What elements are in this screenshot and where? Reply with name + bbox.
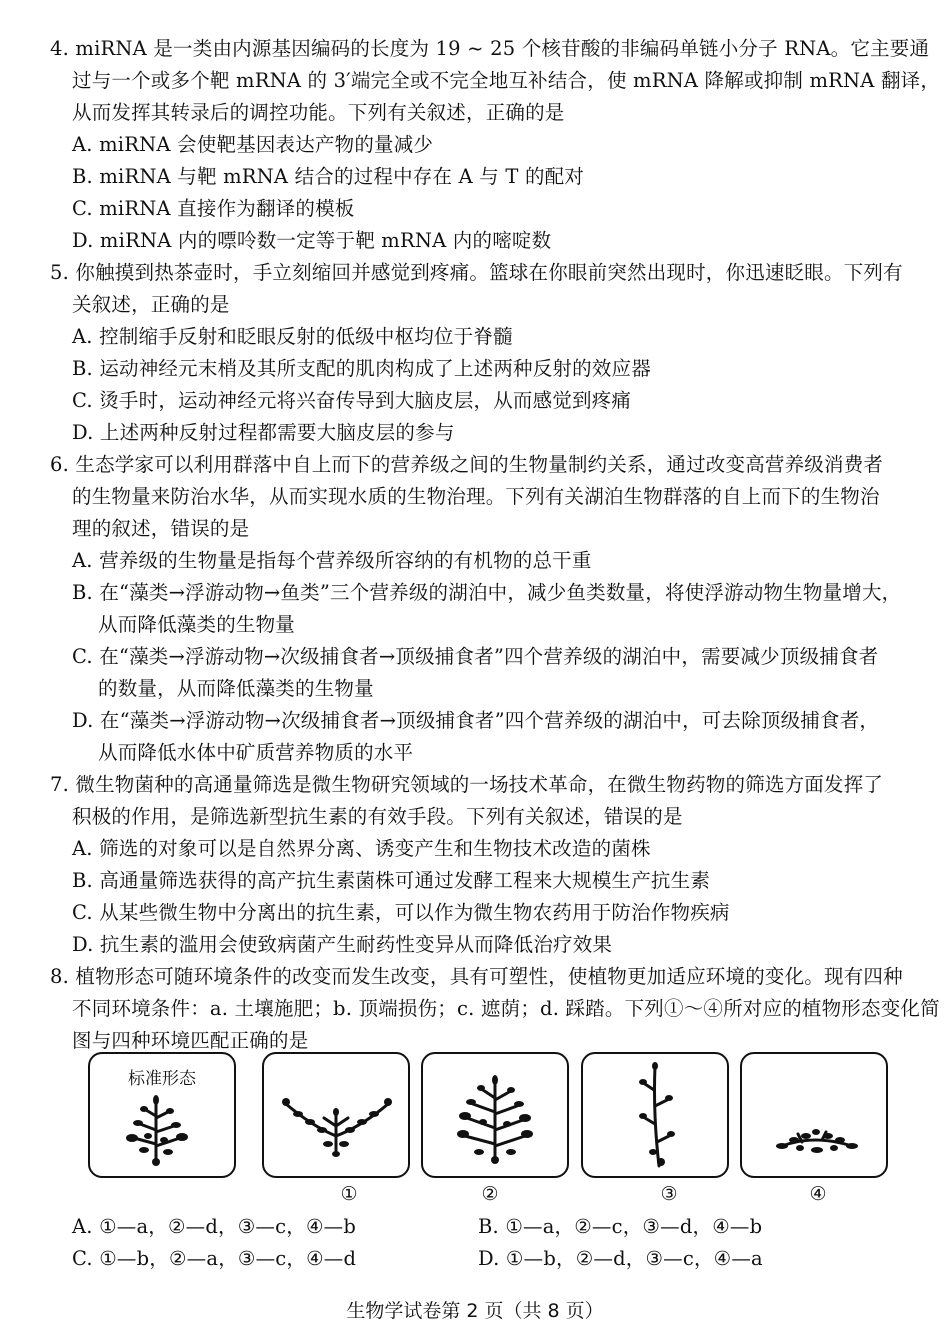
q5-stem-line-1: 5. 你触摸到热茶壶时，手立刻缩回并感觉到疼痛。篮球在你眼前突然出现时，你迅速眨眼。下列有 <box>50 261 903 284</box>
plant-form-2-box <box>421 1052 569 1178</box>
q4-option-c: C. miRNA 直接作为翻译的模板 <box>72 197 355 220</box>
q7-stem-line-2: 积极的作用，是筛选新型抗生素的有效手段。下列有关叙述，错误的是 <box>72 805 683 828</box>
q7-option-b: B. 高通量筛选获得的高产抗生素菌株可通过发酵工程来大规模生产抗生素 <box>72 869 711 892</box>
plant-form-figures <box>88 1052 898 1177</box>
flat-plant-icon <box>742 1054 886 1176</box>
q8-option-a: A. ①—a，②—d，③—c，④—b <box>72 1215 357 1238</box>
plant-form-3-box <box>581 1052 729 1178</box>
q8-option-b: B. ①—a，②—c，③—d，④—b <box>478 1215 763 1238</box>
figure-label-3: ③ <box>660 1183 678 1205</box>
standard-plant-icon <box>90 1054 234 1176</box>
q4-option-b: B. miRNA 与靶 mRNA 结合的过程中存在 A 与 T 的配对 <box>72 165 585 188</box>
q5-option-a: A. 控制缩手反射和眨眼反射的低级中枢均位于脊髓 <box>72 325 513 348</box>
q6-option-c: C. 在“藻类→浮游动物→次级捕食者→顶级捕食者”四个营养级的湖泊中，需要减少顶级捕食者 <box>72 645 879 668</box>
q6-option-d: D. 在“藻类→浮游动物→次级捕食者→顶级捕食者”四个营养级的湖泊中，可去除顶级捕食者， <box>72 709 880 732</box>
q4-stem-line-2: 过与一个或多个靶 mRNA 的 3′端完全或不完全地互补结合，使 mRNA 降解或抑制 mRNA 翻译， <box>72 69 941 92</box>
q7-stem-line-1: 7. 微生物菌种的高通量筛选是微生物研究领域的一场技术革命，在微生物药物的筛选方面发挥了 <box>50 773 884 796</box>
spreading-plant-icon <box>264 1054 408 1176</box>
q5-stem-line-2: 关叙述，正确的是 <box>72 293 230 316</box>
q4-stem-line-3: 从而发挥其转录后的调控功能。下列有关叙述，正确的是 <box>72 101 565 124</box>
q7-option-c: C. 从某些微生物中分离出的抗生素，可以作为微生物农药用于防治作物疾病 <box>72 901 730 924</box>
page-footer: 生物学试卷第 2 页（共 8 页） <box>346 1300 604 1322</box>
tall-plant-icon <box>583 1054 727 1176</box>
q6-option-b-cont: 从而降低藻类的生物量 <box>98 613 296 636</box>
q4-option-a: A. miRNA 会使靶基因表达产物的量减少 <box>72 133 434 156</box>
q7-option-d: D. 抗生素的滥用会使致病菌产生耐药性变异从而降低治疗效果 <box>72 933 613 956</box>
q6-option-b: B. 在“藻类→浮游动物→鱼类”三个营养级的湖泊中，减少鱼类数量，将使浮游动物生物量增大， <box>72 581 902 604</box>
q4-stem-line-1: 4. miRNA 是一类由内源基因编码的长度为 19 ~ 25 个核苷酸的非编码单链小分子 RNA。它主要通 <box>50 37 930 60</box>
figure-label-2: ② <box>481 1183 499 1205</box>
q6-option-a: A. 营养级的生物量是指每个营养级所容纳的有机物的总干重 <box>72 549 592 572</box>
q5-option-d: D. 上述两种反射过程都需要大脑皮层的参与 <box>72 421 455 444</box>
q6-stem-line-3: 理的叙述，错误的是 <box>72 517 250 540</box>
standard-form-box <box>88 1052 236 1178</box>
q6-stem-line-1: 6. 生态学家可以利用群落中自上而下的营养级之间的生物量制约关系，通过改变高营养级消费者 <box>50 453 884 476</box>
standard-form-title: 标准形态 <box>128 1069 196 1089</box>
q6-option-d-cont: 从而降低水体中矿质营养物质的水平 <box>98 741 414 764</box>
q8-stem-line-2: 不同环境条件：a. 土壤施肥；b. 顶端损伤；c. 遮荫；d. 踩踏。下列①～④所对应的植物形态变化简 <box>72 997 940 1020</box>
q8-stem-line-1: 8. 植物形态可随环境条件的改变而发生改变，具有可塑性，使植物更加适应环境的变化。现有四种 <box>50 965 903 988</box>
q5-option-b: B. 运动神经元末梢及其所支配的肌肉构成了上述两种反射的效应器 <box>72 357 651 380</box>
q6-stem-line-2: 的生物量来防治水华，从而实现水质的生物治理。下列有关湖泊生物群落的自上而下的生物治 <box>72 485 880 508</box>
plant-form-1-box <box>262 1052 410 1178</box>
figure-label-1: ① <box>340 1183 358 1205</box>
q5-option-c: C. 烫手时，运动神经元将兴奋传导到大脑皮层，从而感觉到疼痛 <box>72 389 632 412</box>
plant-form-4-box <box>740 1052 888 1178</box>
bushy-plant-icon <box>423 1054 567 1176</box>
figure-label-4: ④ <box>809 1183 827 1205</box>
q6-option-c-cont: 的数量，从而降低藻类的生物量 <box>98 677 374 700</box>
q8-option-c: C. ①—b，②—a，③—c，④—d <box>72 1247 357 1270</box>
q8-stem-line-3: 图与四种环境匹配正确的是 <box>72 1029 309 1052</box>
q7-option-a: A. 筛选的对象可以是自然界分离、诱变产生和生物技术改造的菌株 <box>72 837 651 860</box>
q4-option-d: D. miRNA 内的嘌呤数一定等于靶 mRNA 内的嘧啶数 <box>72 229 552 252</box>
q8-option-d: D. ①—b，②—d，③—c，④—a <box>478 1247 763 1270</box>
